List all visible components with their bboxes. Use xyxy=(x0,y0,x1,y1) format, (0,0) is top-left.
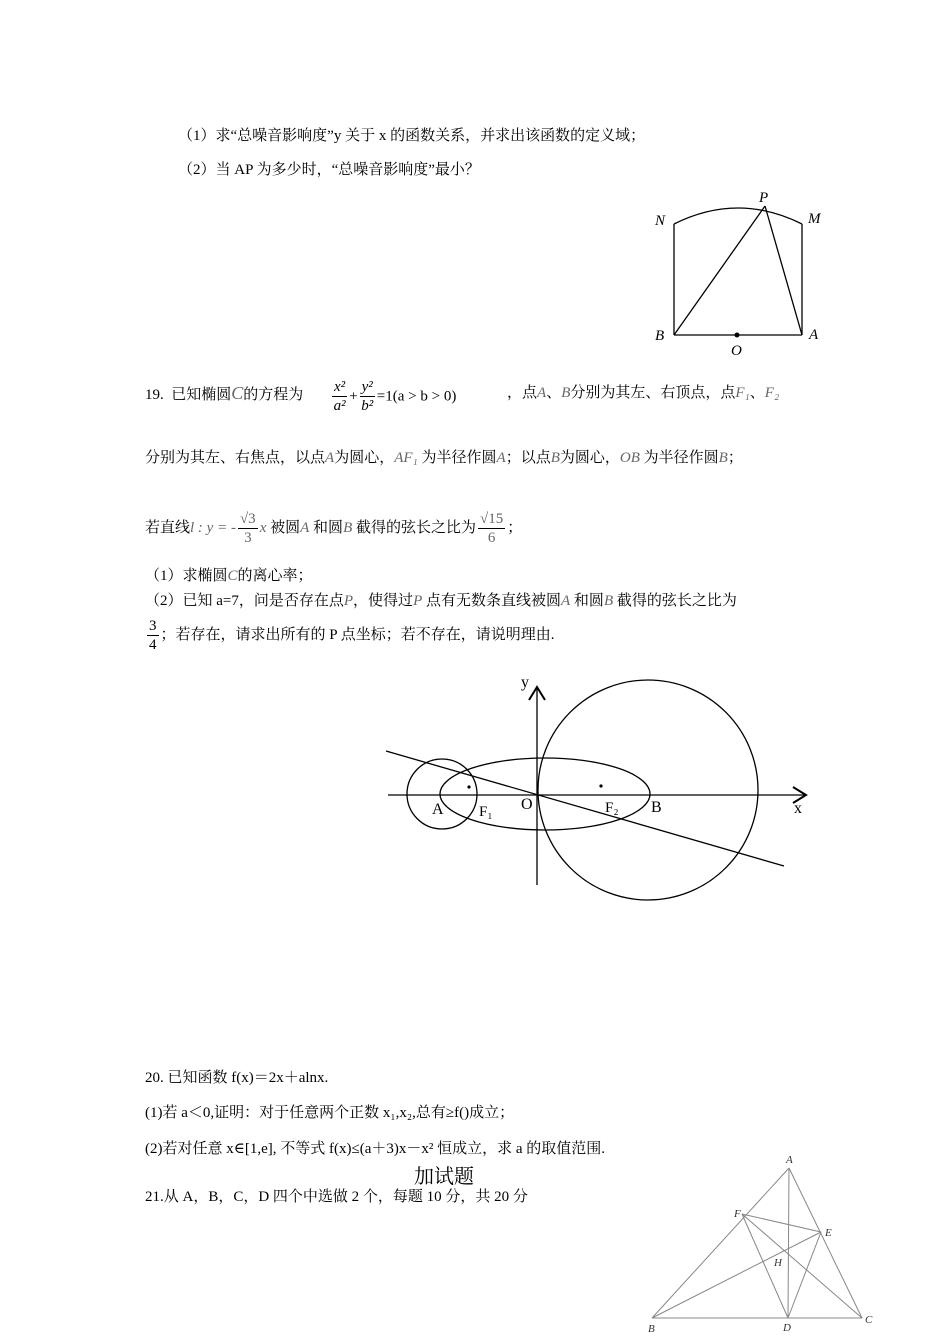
q18-part1: （1）求“总噪音影响度”y 关于 x 的函数关系，并求出该函数的定义域； xyxy=(178,128,646,144)
q19-line1-end: ，点A、B分别为其左、右顶点，点F₁、F₂ xyxy=(507,385,780,401)
q19-line1: 19. 已知椭圆C的方程为 xyxy=(145,383,304,403)
tri-label-H: H xyxy=(774,1257,782,1269)
q20-line3: (2)若对任意 x∈[1,e], 不等式 f(x)≤(a＋3)x－x² 恒成立，求 a 的取值范围. xyxy=(145,1141,606,1157)
fig-label-A: A xyxy=(432,801,444,818)
label-B: B xyxy=(655,328,665,344)
q20-line2: (1)若 a＜0,证明：对于任意两个正数 x₁,x₂,总有≥f()成立； xyxy=(145,1105,515,1121)
ellipse-equation: $\frac{\text{x²}}{\text{a²}}$ + $\frac{\text{y²}}{\text{b²}}$ =1(a > b > 0) xyxy=(333,379,457,414)
q18-part2: （2）当 AP 为多少时，“总噪音影响度”最小？ xyxy=(178,162,480,178)
fig-label-x: x xyxy=(794,800,802,817)
fig-label-B: B xyxy=(651,799,662,816)
q20-line1: 20. 已知函数 f(x)＝2x＋alnx. xyxy=(145,1070,329,1086)
tri-label-D: D xyxy=(783,1322,791,1334)
label-P: P xyxy=(759,190,769,206)
q21-instruction: 21.从 A，B，C，D 四个中选做 2 个，每题 10 分，共 20 分 xyxy=(145,1189,528,1205)
q19-part2: （2）已知 a=7，问是否存在点P，使得过P 点有无数条直线被圆A 和圆B 截得的弦长之比为 xyxy=(145,593,737,609)
label-O: O xyxy=(731,343,742,359)
q19-line2: 分别为其左、右焦点，以点A为圆心，AF₁ 为半径作圆A；以点B为圆心，OB 为半径作圆B； xyxy=(145,450,743,466)
q19-part2-cont: $\frac{3}{4}$ ；若存在，请求出所有的 P 点坐标；若不存在，请说明理由. xyxy=(149,618,555,653)
label-M: M xyxy=(808,211,821,227)
label-N: N xyxy=(655,213,666,229)
tri-label-A: A xyxy=(786,1154,793,1166)
q19-part1: （1）求椭圆C的离心率； xyxy=(145,568,313,584)
q19-line3: 若直线l : y = - $\frac{√3}{3}$ x 被圆A 和圆B 截得的弦长之比为 $\frac{√15}{6}$ ； xyxy=(145,511,523,546)
fig-label-F1: F₁ xyxy=(479,804,493,820)
tri-label-C: C xyxy=(865,1314,873,1326)
section-heading: 加试题 xyxy=(414,1166,474,1188)
q19-figure xyxy=(380,670,820,910)
tri-label-F: F xyxy=(734,1208,741,1220)
fig-label-O: O xyxy=(521,796,533,813)
triangle-figure xyxy=(640,1150,880,1340)
fig-label-F2: F₂ xyxy=(605,800,619,816)
q18-figure xyxy=(640,180,840,360)
tri-label-B: B xyxy=(648,1323,655,1335)
tri-label-E: E xyxy=(825,1227,832,1239)
label-A: A xyxy=(809,327,819,343)
fig-label-y: y xyxy=(521,674,529,691)
